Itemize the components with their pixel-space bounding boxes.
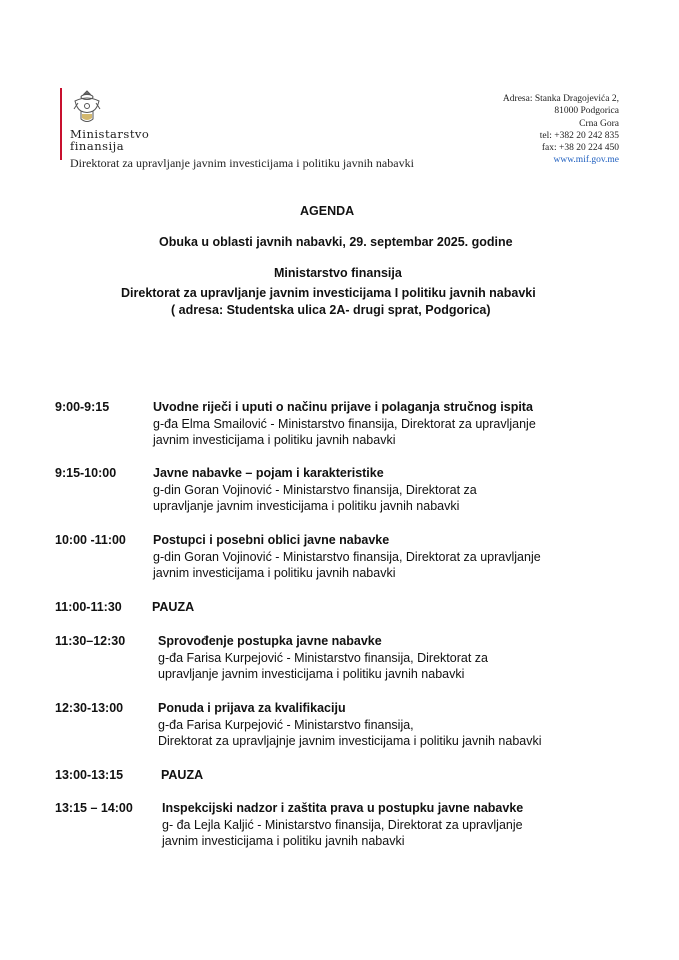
address-street: Adresa: Stanka Dragojevića 2, [502, 94, 619, 104]
agenda-topic: Uvodne riječi i uputi o načinu prijave i polaganja stručnog ispita [153, 400, 533, 414]
address-tel: tel: +382 20 242 835 [539, 130, 619, 141]
speaker-line: javnim investicijama i politiku javnih nabavki [153, 566, 396, 580]
ministry-name-line2: finansija [70, 139, 125, 153]
speaker-line: g-đa Elma Smailović - Ministarstvo finansija, Direktorat za upravljanje [153, 417, 536, 431]
speaker-line: g-din Goran Vojinović - Ministarstvo finansija, Direktorat za [153, 483, 477, 497]
agenda-time: 11:00-11:30 [55, 600, 122, 614]
speaker-line: upravljanje javnim investicijama i politiku javnih nabavki [158, 667, 465, 681]
agenda-speaker [153, 549, 541, 581]
speaker-line: javnim investicijama i politiku javnih nabavki [162, 834, 405, 848]
speaker-line: javnim investicijama i politiku javnih nabavki [153, 433, 396, 447]
agenda-speaker [158, 717, 542, 749]
organizer: Ministarstvo finansija [274, 266, 402, 280]
event-location: ( adresa: Studentska ulica 2A- drugi sprat, Podgorica) [171, 303, 491, 317]
address-city: 81000 Podgorica [554, 106, 619, 117]
agenda-time: 12:30-13:00 [55, 701, 124, 715]
address-block [503, 93, 619, 167]
agenda-speaker [158, 650, 488, 682]
agenda-time: 11:30–12:30 [55, 634, 126, 648]
coat-of-arms-icon [70, 87, 104, 127]
course-title: Obuka u oblasti javnih nabavki, 29. septembar 2025. godine [159, 235, 513, 249]
agenda-topic: Sprovođenje postupka javne nabavke [158, 634, 382, 648]
speaker-line: g-đa Farisa Kurpejović - Ministarstvo finansija, Direktorat za [158, 651, 488, 665]
organizer-directorate: Direktorat za upravljanje javnim investicijama I politiku javnih nabavki [121, 286, 536, 300]
agenda-speaker [153, 482, 477, 514]
agenda-topic: Ponuda i prijava za kvalifikaciju [158, 701, 346, 715]
agenda-topic: PAUZA [152, 600, 195, 614]
agenda-topic: PAUZA [161, 768, 204, 782]
agenda-title: AGENDA [300, 204, 355, 218]
agenda-topic: Postupci i posebni oblici javne nabavke [153, 533, 390, 547]
agenda-time: 10:00 -11:00 [55, 533, 126, 547]
address-country: Crna Gora [579, 118, 619, 129]
ministry-name-line1: Ministarstvo [70, 127, 150, 141]
speaker-line: g- đa Lejla Kaljić - Ministarstvo finansija, Direktorat za upravljanje [162, 818, 523, 832]
agenda-time: 9:00-9:15 [55, 400, 110, 414]
agenda-time: 13:15 – 14:00 [55, 801, 133, 815]
agenda-topic: Javne nabavke – pojam i karakteristike [153, 466, 384, 480]
logo-accent-bar [60, 88, 62, 160]
agenda-speaker [162, 817, 523, 849]
speaker-line: Direktorat za upravljajnje javnim investicijama i politiku javnih nabavki [158, 734, 542, 748]
agenda-topic: Inspekcijski nadzor i zaštita prava u postupku javne nabavke [162, 801, 524, 815]
ministry-logo-text [70, 128, 149, 152]
website-link[interactable]: www.mif.gov.me [553, 155, 619, 166]
speaker-line: upravljanje javnim investicijama i politiku javnih nabavki [153, 499, 460, 513]
header-directorate: Direktorat za upravljanje javnim investicijama i politiku javnih nabavki [70, 156, 414, 170]
speaker-line: g-din Goran Vojinović - Ministarstvo finansija, Direktorat za upravljanje [153, 550, 541, 564]
speaker-line: g-đa Farisa Kurpejović - Ministarstvo finansija, [158, 718, 414, 732]
agenda-time: 13:00-13:15 [55, 768, 124, 782]
agenda-speaker [153, 416, 536, 448]
agenda-time: 9:15-10:00 [55, 466, 117, 480]
address-fax: fax: +38 20 224 450 [541, 143, 619, 154]
